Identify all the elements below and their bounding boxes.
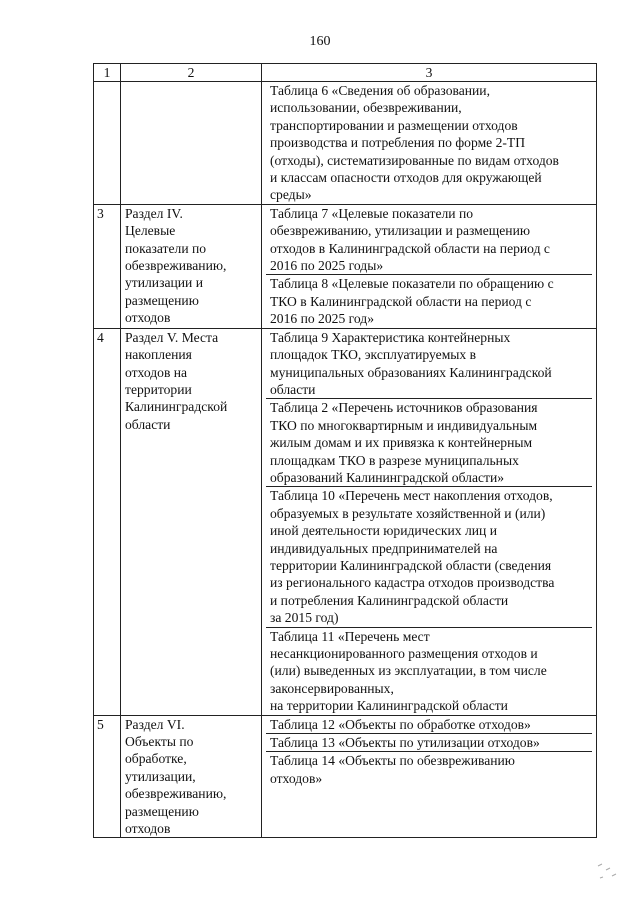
row-items <box>262 82 597 205</box>
row-number: 4 <box>94 328 121 715</box>
row-number: 3 <box>94 204 121 328</box>
row-section <box>121 82 262 205</box>
table-reference: Таблица 7 «Целевые показатели по обезвреживанию, утилизации и размещению отходов в Калининградской области на период с 2016 по 2025 годы» <box>266 205 592 276</box>
row-section: Раздел VI. Объекты по обработке, утилизации, обезвреживанию, размещению отходов <box>121 715 262 838</box>
row-number: 5 <box>94 715 121 838</box>
row-items <box>262 328 597 715</box>
page-number: 160 <box>309 34 331 49</box>
header-col-3: 3 <box>262 64 597 82</box>
table-reference: Таблица 10 «Перечень мест накопления отходов, образуемых в результате хозяйственной и (или) иной деятельности юридических лиц и индивидуальных предпринимателей на территории Калининградской области (сведения из регионального кадастра отходов производства и потребления Калининградской области за 2015 год) <box>266 487 592 627</box>
table-row <box>94 715 597 838</box>
table-row <box>94 204 597 328</box>
table-header-row <box>94 64 597 82</box>
table-reference: Таблица 11 «Перечень мест несанкционированного размещения отходов и (или) выведенных из эксплуатации, в том числе законсервированных, на территории Калининградской области <box>270 628 547 714</box>
table-row <box>94 82 597 205</box>
table-reference: Таблица 13 «Объекты по утилизации отходов» <box>266 734 592 752</box>
table-reference: Таблица 9 Характеристика контейнерных площадок ТКО, эксплуатируемых в муниципальных образованиях Калининградской области <box>266 329 592 400</box>
contents-table <box>93 63 597 838</box>
table-reference: Таблица 6 «Сведения об образовании, использовании, обезвреживании, транспортировании и размещении отходов производства и потребления по форме 2-ТП (отходы), систематизированные по видам отходов и классам опасности отходов для окружающей среды» <box>270 83 559 203</box>
row-number <box>94 82 121 205</box>
row-items <box>262 715 597 838</box>
table-reference: Таблица 2 «Перечень источников образования ТКО по многоквартирным и индивидуальным жилым домам и их привязка к контейнерным площадкам ТКО в разрезе муниципальных образований Калининградской области» <box>266 399 592 487</box>
header-col-1: 1 <box>94 64 121 82</box>
row-section: Раздел IV. Целевые показатели по обезвреживанию, утилизации и размещению отходов <box>121 204 262 328</box>
table-row <box>94 328 597 715</box>
table-reference: Таблица 12 «Объекты по обработке отходов» <box>266 716 592 734</box>
row-items <box>262 204 597 328</box>
row-section: Раздел V. Места накопления отходов на территории Калининградской области <box>121 328 262 715</box>
table-reference: Таблица 8 «Целевые показатели по обращению с ТКО в Калининградской области на период с 2016 по 2025 год» <box>270 276 554 327</box>
header-col-2: 2 <box>121 64 262 82</box>
scan-mark <box>596 862 620 882</box>
table-reference: Таблица 14 «Объекты по обезвреживанию отходов» <box>270 753 515 786</box>
